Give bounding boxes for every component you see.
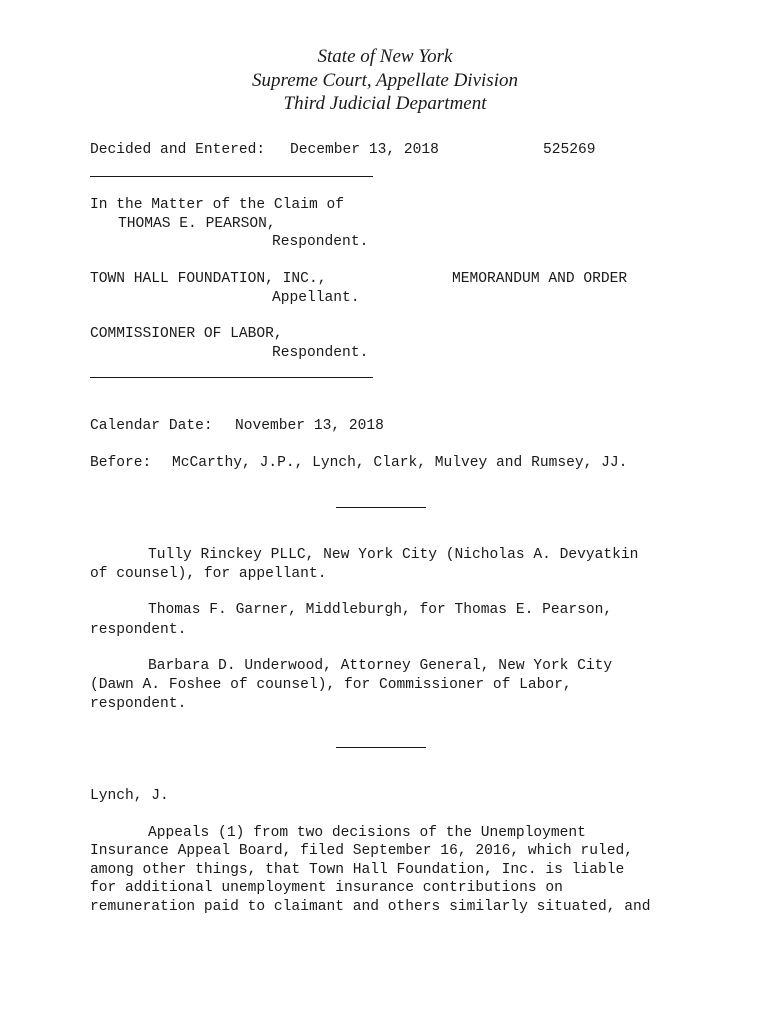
calendar-date: November 13, 2018	[235, 418, 384, 434]
court-department: Third Judicial Department	[283, 93, 487, 114]
before-label: Before:	[90, 455, 152, 471]
employer-role: Appellant.	[272, 290, 360, 306]
commissioner-name: COMMISSIONER OF LABOR,	[90, 326, 283, 342]
counsel-claimant-line-2: respondent.	[90, 622, 187, 638]
opinion-line-2: Insurance Appeal Board, filed September 16, 2016, which ruled,	[90, 843, 633, 859]
calendar-label: Calendar Date:	[90, 418, 213, 434]
court-division: Supreme Court, Appellate Division	[252, 69, 518, 91]
caption-bottom-rule	[90, 377, 373, 378]
decided-label: Decided and Entered:	[90, 142, 266, 158]
document-type: MEMORANDUM AND ORDER	[452, 271, 628, 287]
claimant-role: Respondent.	[272, 234, 369, 250]
decided-date: December 13, 2018	[290, 142, 439, 158]
opinion-line-3: among other things, that Town Hall Foundation, Inc. is liable	[90, 862, 625, 878]
court-name	[0, 45, 770, 116]
commissioner-role: Respondent.	[272, 345, 369, 361]
opinion-author: Lynch, J.	[90, 788, 169, 804]
section-divider	[336, 507, 426, 508]
counsel-appellant-line-1: Tully Rinckey PLLC, New York City (Nicholas A. Devyatkin	[148, 547, 639, 563]
court-state: State of New York	[317, 46, 453, 67]
opinion-line-1: Appeals (1) from two decisions of the Unemployment	[148, 825, 586, 841]
caption-top-rule	[90, 176, 373, 177]
counsel-appellant-line-2: of counsel), for appellant.	[90, 566, 327, 582]
docket-number: 525269	[543, 142, 596, 158]
claimant-name: THOMAS E. PEARSON,	[118, 216, 276, 232]
counsel-commissioner-line-2: (Dawn A. Foshee of counsel), for Commissioner of Labor,	[90, 677, 572, 693]
opinion-line-4: for additional unemployment insurance contributions on	[90, 880, 563, 896]
before-judges: McCarthy, J.P., Lynch, Clark, Mulvey and Rumsey, JJ.	[172, 455, 628, 471]
opinion-line-5: remuneration paid to claimant and others similarly situated, and	[90, 899, 651, 915]
counsel-commissioner-line-3: respondent.	[90, 696, 187, 712]
matter-line: In the Matter of the Claim of	[90, 197, 344, 213]
counsel-commissioner-line-1: Barbara D. Underwood, Attorney General, New York City	[148, 658, 613, 674]
employer-name: TOWN HALL FOUNDATION, INC.,	[90, 271, 327, 287]
section-divider-2	[336, 747, 426, 748]
counsel-claimant-line-1: Thomas F. Garner, Middleburgh, for Thomas E. Pearson,	[148, 602, 613, 618]
